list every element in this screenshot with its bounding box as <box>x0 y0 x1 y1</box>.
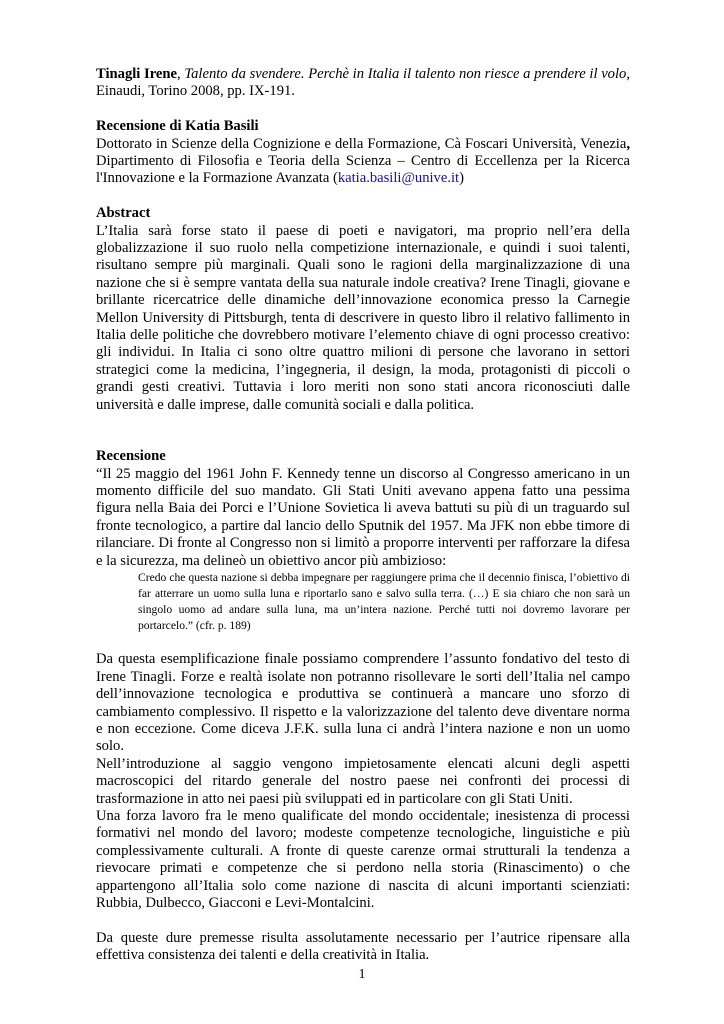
affiliation-line1: Dottorato in Scienze della Cognizione e della Formazione, Cà Foscari Università, Venezia <box>96 135 627 152</box>
abstract-heading: Abstract <box>96 205 151 222</box>
reviewer-heading: Recensione di Katia Basili <box>96 118 259 135</box>
affiliation-close: ) <box>459 170 464 187</box>
kennedy-quote: Credo che questa nazione si debba impegnare per raggiungere prima che il decennio finisca, l’obiettivo di far atterrare un uomo sulla luna e riportarlo sano e salvo sulla terra. (…) E sia chiaro che non sarà un singolo uomo ad andare sulla luna, ma un’intera nazione. Perché tutti noi dovremo lavorare per portarcelo.” (cfr. p. 189) <box>138 570 630 632</box>
reviewer-email-link[interactable]: katia.basili@unive.it <box>337 170 460 187</box>
citation-author: Tinagli Irene <box>96 66 177 82</box>
citation-sep: , <box>177 66 185 82</box>
review-paragraph-2: Nell’introduzione al saggio vengono impietosamente elencati alcuni degli aspetti macroscopici del ritardo generale del nostro paese nei confronti dei processi di trasformazione in atto nei paesi più sviluppati ed in particolare con gli Stati Uniti. <box>96 755 630 807</box>
abstract-text: L’Italia sarà forse stato il paese di poeti e navigatori, ma proprio nell’era della globalizzazione il suo ruolo nella competizione internazionale, e quindi i suoi talenti, risultano sempre più marginali. Quali sono le ragioni della marginalizzazione di una nazione che si è sempre vantata della sua naturale indole creativa? Irene Tinagli, giovane e brillante ricercatrice delle dinamiche dell’innovazione economica presso la Carnegie Mellon University di Pittsburgh, tenta di descrivere in questo libro il relativo fallimento in Italia delle politiche che dovrebbero motivare l’elemento chiave di ogni processo creativo: gli individui. In Italia ci sono oltre quattro milioni di persone che lavorano in settori strategici come la medicina, l’ingegneria, il design, la moda, protagonisti di piccoli o grandi gesti creativi. Tuttavia i loro meriti non sono stati ancora riconosciuti dalle università e dalle imprese, dalle comunità sociali e dalla politica. <box>96 222 630 413</box>
review-paragraph-3: Una forza lavoro fra le meno qualificate del mondo occidentale; inesistenza di processi formativi nel mondo del lavoro; modeste competenze tecnologiche, linguistiche e più complessivamente culturali. A fronte di queste carenze ormai strutturali la tendenza a rievocare primati e competenze che si perdono nella storia (Rinascimento) o che appartengono all’Italia solo come nazione di nascita di alcuni importanti scienziati: Rubbia, Dulbecco, Giacconi e Levi-Montalcini. <box>96 807 630 912</box>
citation-publisher: , Einaudi, Torino 2008, pp. IX-191. <box>96 66 630 100</box>
reviewer-affiliation <box>96 136 630 188</box>
affiliation-rest: Dipartimento di Filosofia e Teoria della Scienza – Centro di Eccellenza per la Ricerca l'Innovazione e la Formazione Avanzata ( <box>96 153 630 187</box>
review-paragraph-4: Da queste dure premesse risulta assolutamente necessario per l’autrice ripensare alla effettiva consistenza dei talenti e della creatività in Italia. <box>96 929 630 964</box>
review-intro: “Il 25 maggio del 1961 John F. Kennedy tenne un discorso al Congresso americano in un momento difficile del suo mandato. Gli Stati Uniti avevano appena fatto una pessima figura nella Baia dei Porci e l’Unione Sovietica li aveva battuti su più di un traguardo sul fronte tecnologico, a partire dal lancio dello Sputnik del 1957. Ma JFK non ebbe timore di rilanciare. Di fronte al Congresso non si limitò a proporre interventi per rafforzare la difesa e la sicurezza, ma delineò un obiettivo ancor più ambizioso: <box>96 465 630 569</box>
page-number: 1 <box>358 967 366 982</box>
review-paragraph-1: Da questa esemplificazione finale possiamo comprendere l’assunto fondativo del testo di Irene Tinagli. Forze e realtà isolate non potranno risollevare le sorti dell’Italia nel campo dell’innovazione tecnologica e produttiva se continuerà a mancare uno sforzo di cambiamento complessivo. Il rispetto e la valorizzazione del talento deve diventare norma e non eccezione. Come diceva J.F.K. sulla luna ci andrà l’intera nazione e non un uomo solo. <box>96 651 630 755</box>
review-heading: Recensione <box>96 448 166 465</box>
citation <box>96 66 630 101</box>
affiliation-comma: , <box>626 135 630 152</box>
document-page <box>96 66 630 965</box>
citation-title: Talento da svendere. Perchè in Italia il talento non riesce a prendere il volo <box>184 66 627 82</box>
